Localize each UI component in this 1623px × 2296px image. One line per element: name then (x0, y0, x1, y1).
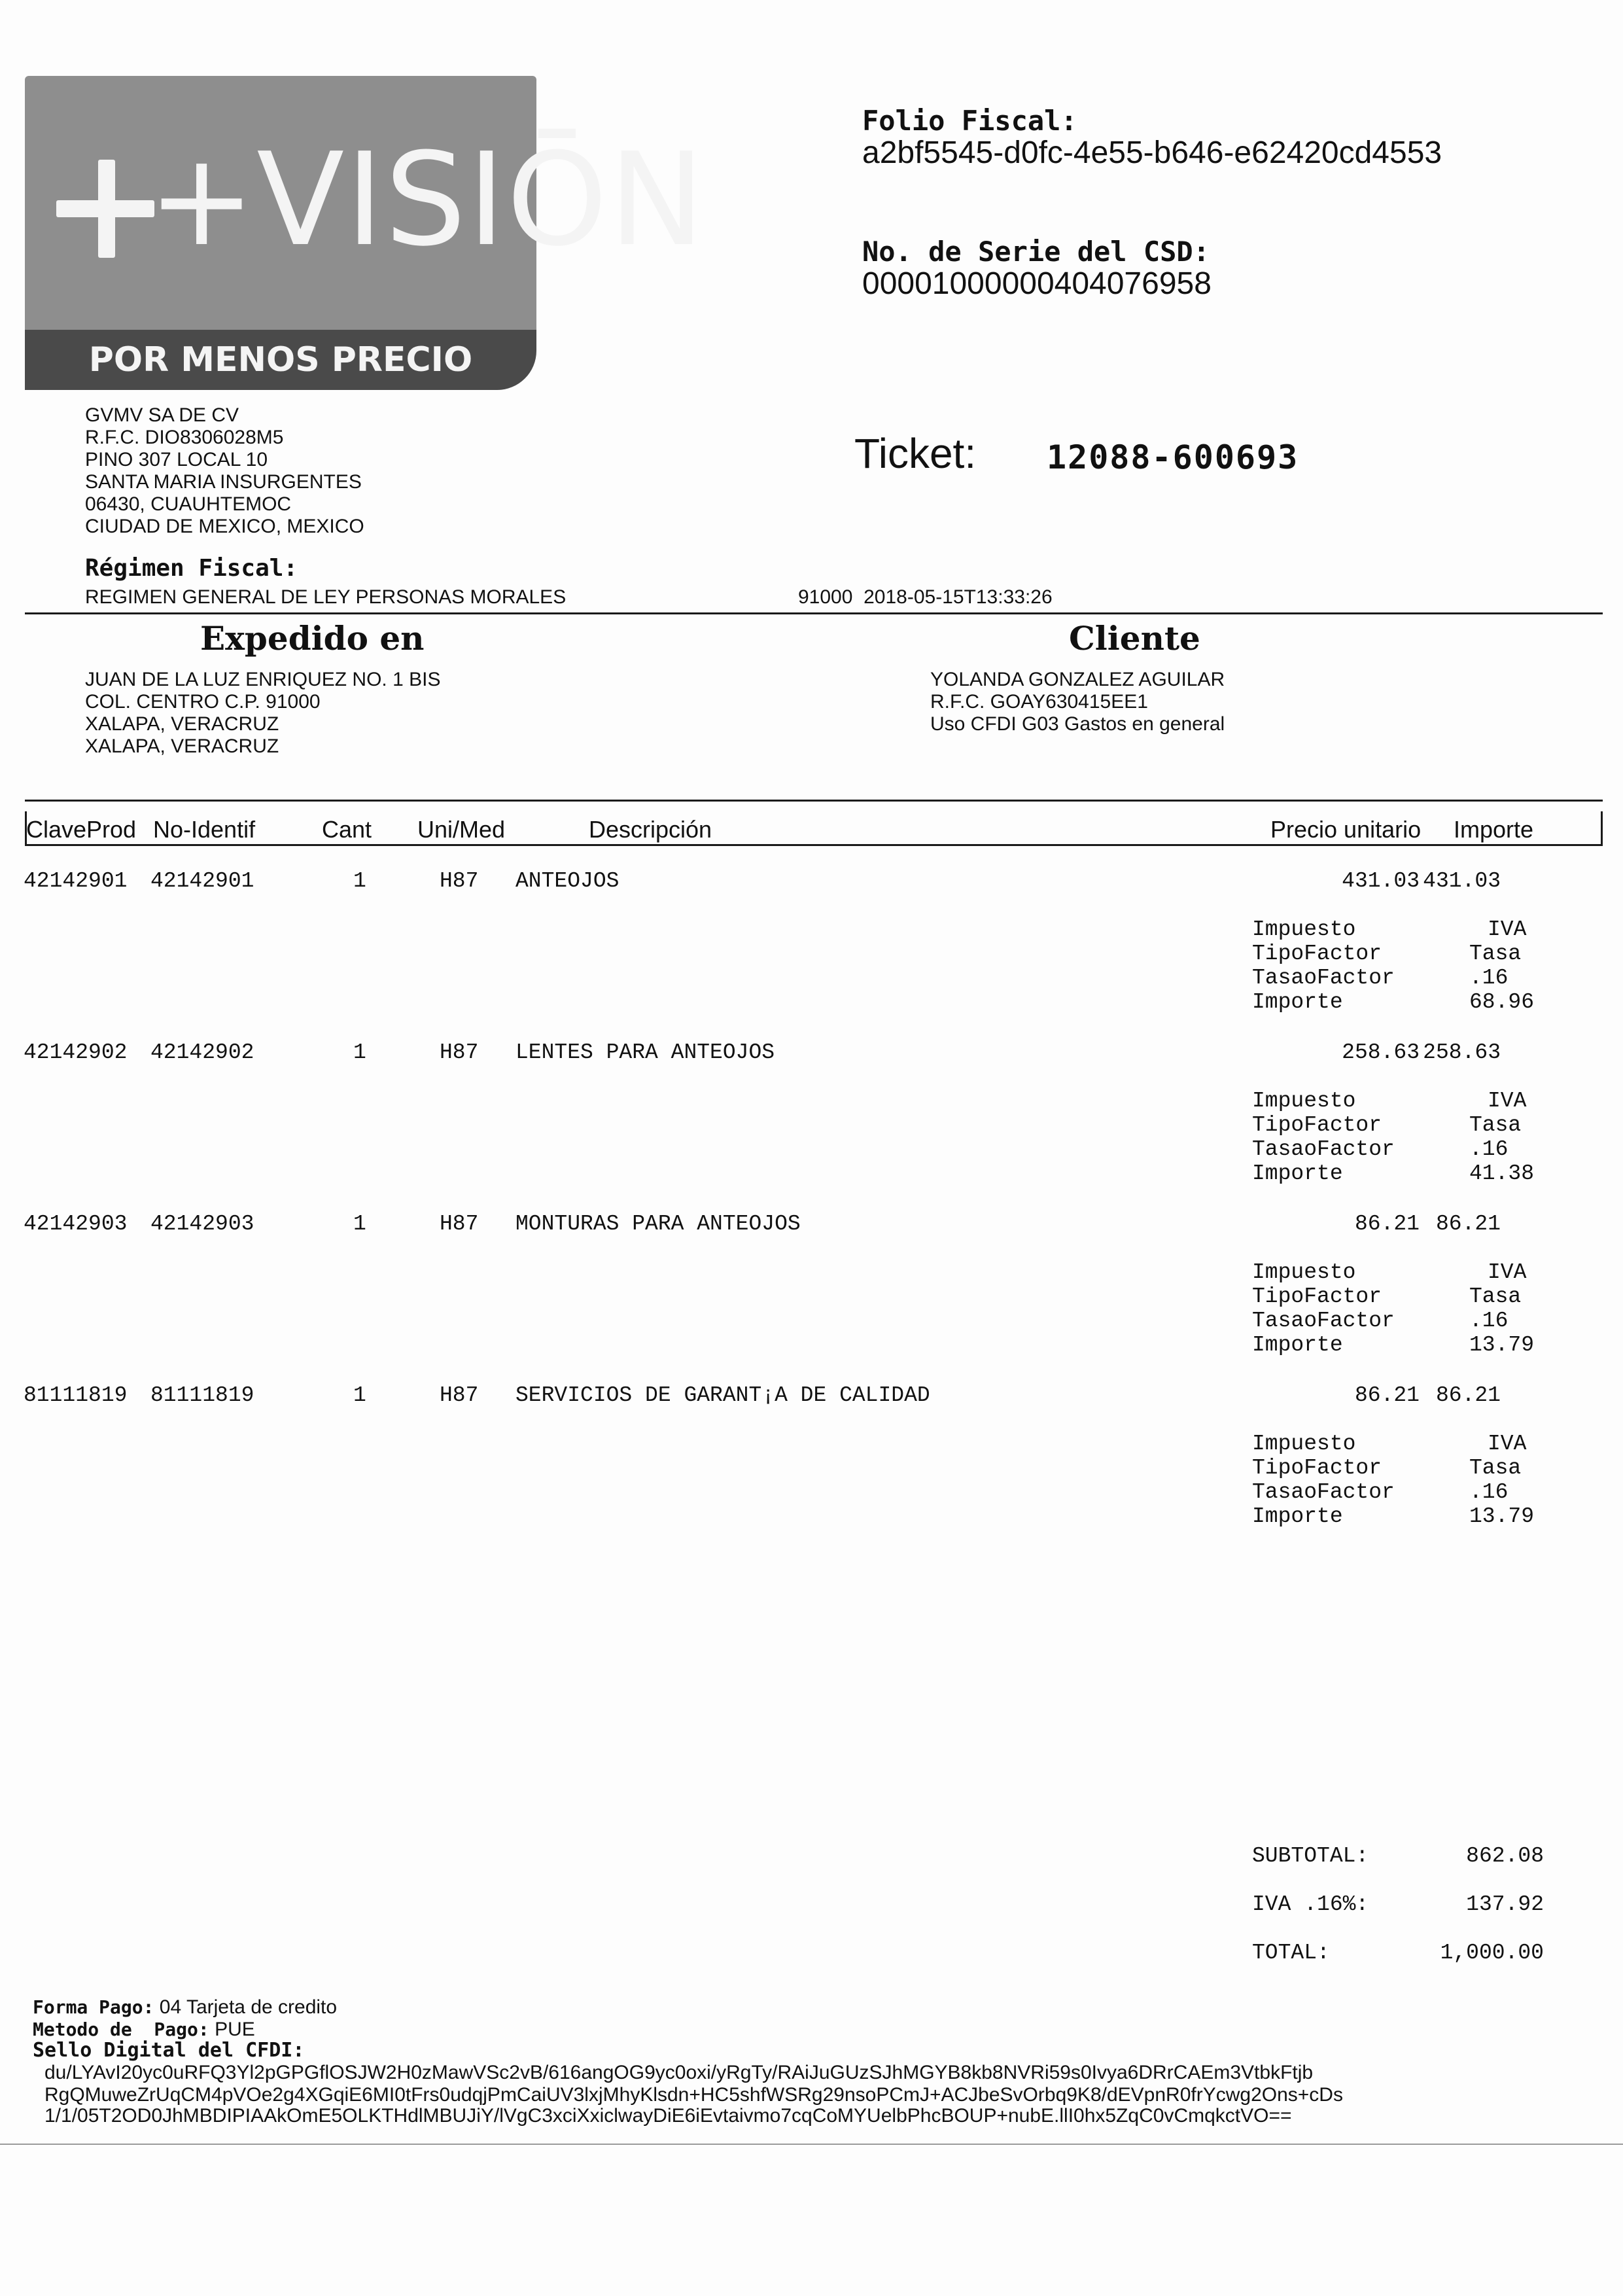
cell-importe: 258.63 (1423, 1040, 1501, 1065)
issuer-line: GVMV SA DE CV (85, 404, 239, 426)
tax-impuesto: IVA (1488, 917, 1527, 942)
expedido-title: Expedido en (200, 619, 425, 658)
cell-unimed: H87 (440, 869, 479, 893)
cell-desc: ANTEOJOS (515, 869, 620, 893)
sello-line-3: 1/1/05T2OD0JhMBDIPIAAkOmE5OLKTHdlMBUJiY/lVgC3xciXxiclwayDiE6iEvtaivmo7cqCoMYUelbPhcBOUP+nubE.llI0hx5ZqC0vCmqkctVO== (44, 2105, 1292, 2127)
tax-impuesto: IVA (1488, 1432, 1527, 1456)
issuer-line: R.F.C. DIO8306028M5 (85, 427, 284, 448)
col-header-desc: Descripción (589, 816, 712, 843)
cell-noid: 42142903 (150, 1212, 254, 1236)
folio-fiscal-label: Folio Fiscal: (862, 105, 1077, 137)
tax-tasa: .16 (1469, 966, 1509, 990)
tax-values (1469, 917, 1534, 1014)
expedido-address (85, 669, 440, 758)
cp-date: 91000 2018-05-15T13:33:26 (798, 586, 1053, 608)
tax-labels (1252, 917, 1395, 1014)
expedido-line: JUAN DE LA LUZ ENRIQUEZ NO. 1 BIS (85, 669, 441, 690)
expedido-line: XALAPA, VERACRUZ (85, 713, 279, 735)
col-header-unimed: Uni/Med (417, 816, 506, 843)
cell-clave: 42142903 (24, 1212, 128, 1236)
cell-noid: 81111819 (150, 1383, 254, 1407)
expedido-line: COL. CENTRO C.P. 91000 (85, 691, 321, 713)
cliente-info (930, 669, 1225, 735)
tax-label-impuesto: Impuesto (1252, 1260, 1356, 1284)
tax-tasa: .16 (1469, 1480, 1509, 1504)
tax-tipo: Tasa (1469, 1284, 1522, 1309)
tax-label-impuesto: Impuesto (1252, 1432, 1356, 1456)
serie-csd-label: No. de Serie del CSD: (862, 236, 1210, 268)
cell-unimed: H87 (440, 1212, 479, 1236)
cell-importe: 431.03 (1423, 869, 1501, 893)
tax-label-tasa: TasaoFactor (1252, 1309, 1395, 1333)
logo-wordmark: +VISIŌN (148, 126, 707, 275)
col-header-cant: Cant (322, 816, 372, 843)
tax-label-tipo: TipoFactor (1252, 1456, 1382, 1480)
tax-label-tasa: TasaoFactor (1252, 1480, 1395, 1504)
cell-importe: 86.21 (1435, 1212, 1501, 1236)
issuer-address (85, 404, 674, 538)
issuer-line: 06430, CUAUHTEMOC (85, 493, 292, 515)
cell-precio: 431.03 (1342, 869, 1420, 893)
tax-impuesto: IVA (1488, 1260, 1527, 1284)
regimen-label: Régimen Fiscal: (85, 555, 298, 582)
sello-line-3-clip (44, 2105, 1601, 2127)
total-value: 1,000.00 (1440, 1941, 1544, 1965)
tax-label-impuesto: Impuesto (1252, 1089, 1356, 1113)
iva-value: 137.92 (1466, 1892, 1544, 1916)
total-label: TOTAL: (1252, 1941, 1330, 1965)
cell-noid: 42142901 (150, 869, 254, 893)
divider (25, 800, 1603, 802)
tax-label-tasa: TasaoFactor (1252, 966, 1395, 990)
cell-clave: 81111819 (24, 1383, 128, 1407)
tax-tipo: Tasa (1469, 1456, 1522, 1480)
brand-logo (25, 76, 707, 390)
issuer-line: CIUDAD DE MEXICO, MEXICO (85, 516, 364, 537)
tax-values (1469, 1089, 1534, 1186)
tax-importe: 41.38 (1469, 1161, 1535, 1186)
cell-cant: 1 (353, 1212, 366, 1236)
tax-tipo: Tasa (1469, 942, 1522, 966)
iva-label: IVA .16%: (1252, 1892, 1369, 1916)
ticket-number: 12088-600693 (1047, 438, 1299, 476)
tax-label-importe: Importe (1252, 1161, 1343, 1186)
metodo-pago (33, 2019, 255, 2040)
tax-tasa: .16 (1469, 1137, 1509, 1161)
forma-pago-label: Forma Pago: (33, 1996, 154, 2018)
cliente-line: R.F.C. GOAY630415EE1 (930, 691, 1148, 713)
scan-edge (0, 2144, 1623, 2145)
tax-tasa: .16 (1469, 1309, 1509, 1333)
tax-labels (1252, 1432, 1395, 1528)
cell-unimed: H87 (440, 1383, 479, 1407)
sello-line-1: du/LYAvI20yc0uRFQ3Yl2pGPGflOSJW2H0zMawVSc2vB/616angOG9yc0oxi/yRgTy/RAiJuGUzSJhMGYB8kb8NVRi59s0Ivya6DRrCAEm3VtbkFtjb (44, 2062, 1314, 2083)
issuer-line: PINO 307 LOCAL 10 (85, 449, 268, 470)
forma-pago (33, 1997, 337, 2018)
tax-importe: 13.79 (1469, 1333, 1535, 1357)
tax-label-importe: Importe (1252, 1333, 1343, 1357)
tax-values (1469, 1260, 1534, 1357)
cliente-title: Cliente (1069, 619, 1200, 658)
tax-tipo: Tasa (1469, 1113, 1522, 1137)
col-header-noid: No-Identif (153, 816, 256, 843)
cell-clave: 42142902 (24, 1040, 128, 1065)
cell-precio: 86.21 (1354, 1383, 1420, 1407)
metodo-pago-label: Metodo de Pago: (33, 2019, 209, 2040)
tax-values (1469, 1432, 1534, 1528)
tax-label-tipo: TipoFactor (1252, 942, 1382, 966)
ticket-label: Ticket: (854, 430, 977, 477)
tax-importe: 68.96 (1469, 990, 1535, 1014)
divider (25, 612, 1603, 614)
cliente-line: YOLANDA GONZALEZ AGUILAR (930, 669, 1225, 690)
tax-labels (1252, 1260, 1395, 1357)
cell-cant: 1 (353, 869, 366, 893)
tax-label-importe: Importe (1252, 990, 1343, 1014)
cell-precio: 258.63 (1342, 1040, 1420, 1065)
tax-label-tipo: TipoFactor (1252, 1113, 1382, 1137)
cell-importe: 86.21 (1435, 1383, 1501, 1407)
col-header-precio: Precio unitario (1270, 816, 1422, 843)
forma-pago-value: 04 Tarjeta de credito (159, 1996, 338, 2018)
plus-icon-bar (56, 200, 154, 217)
cell-unimed: H87 (440, 1040, 479, 1065)
tax-impuesto: IVA (1488, 1089, 1527, 1113)
cell-desc: LENTES PARA ANTEOJOS (515, 1040, 775, 1065)
expedido-line: XALAPA, VERACRUZ (85, 735, 279, 757)
cell-cant: 1 (353, 1040, 366, 1065)
col-header-importe: Importe (1454, 816, 1534, 843)
cliente-line: Uso CFDI G03 Gastos en general (930, 713, 1225, 735)
tax-labels (1252, 1089, 1395, 1186)
issuer-line: SANTA MARIA INSURGENTES (85, 471, 362, 493)
metodo-pago-value: PUE (215, 2019, 255, 2040)
cell-cant: 1 (353, 1383, 366, 1407)
sello-label: Sello Digital del CFDI: (33, 2039, 305, 2062)
serie-csd-value: 00001000000404076958 (862, 266, 1212, 301)
cell-desc: MONTURAS PARA ANTEOJOS (515, 1212, 801, 1236)
cell-precio: 86.21 (1354, 1212, 1420, 1236)
cell-clave: 42142901 (24, 869, 128, 893)
logo-tagline: POR MENOS PRECIO (88, 340, 473, 380)
subtotal-value: 862.08 (1466, 1844, 1544, 1868)
tax-label-importe: Importe (1252, 1504, 1343, 1528)
cell-desc: SERVICIOS DE GARANT¡A DE CALIDAD (515, 1383, 930, 1407)
tax-label-tipo: TipoFactor (1252, 1284, 1382, 1309)
tax-label-tasa: TasaoFactor (1252, 1137, 1395, 1161)
regimen-value: REGIMEN GENERAL DE LEY PERSONAS MORALES (85, 586, 567, 608)
col-header-clave: ClaveProd (26, 816, 137, 843)
tax-importe: 13.79 (1469, 1504, 1535, 1528)
folio-fiscal-value: a2bf5545-d0fc-4e55-b646-e62420cd4553 (862, 135, 1442, 170)
cell-noid: 42142902 (150, 1040, 254, 1065)
sello-line-2: RgQMuweZrUqCM4pVOe2g4XGqiE6MI0tFrs0udqjPmCaiUV3lxjMhyKlsdn+HC5shfWSRg29nsoPCmJ+ACJbeSvOrbq9K8/dEVpnR0frYcwg2Ons+cDs (44, 2084, 1343, 2106)
tax-label-impuesto: Impuesto (1252, 917, 1356, 942)
subtotal-label: SUBTOTAL: (1252, 1844, 1369, 1868)
